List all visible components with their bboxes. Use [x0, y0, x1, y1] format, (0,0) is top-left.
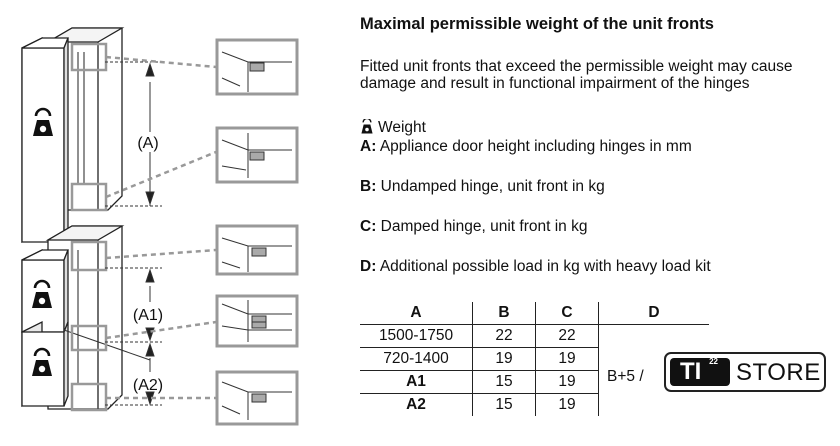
table-cell: A1 — [360, 371, 473, 394]
detail-box-5 — [217, 372, 297, 424]
table-cell: 22 — [536, 325, 599, 348]
table-cell — [599, 325, 710, 348]
weight-label: Weight — [378, 119, 426, 136]
store-word: STORE — [736, 359, 821, 386]
appliance-diagram — [0, 0, 350, 446]
header-d: D — [599, 302, 710, 325]
intro-text: Fitted unit fronts that exceed the permissible weight may cause damage and result in functional impairment of the hinges — [360, 58, 793, 92]
label-a2: (A2) — [132, 377, 164, 394]
ti-badge-sup: 22 — [709, 357, 718, 366]
table-row — [360, 371, 709, 394]
table-cell: 720-1400 — [360, 348, 473, 371]
detail-box-4 — [217, 296, 297, 346]
legend-d-text: Additional possible load in kg with heavy load kit — [379, 258, 711, 275]
header-a: A — [360, 302, 473, 325]
legend-b — [360, 178, 605, 196]
table-cell: 22 — [473, 325, 536, 348]
legend-c-text: Damped hinge, unit front in kg — [380, 218, 588, 235]
table-cell: 19 — [536, 394, 599, 417]
table-cell: 19 — [536, 348, 599, 371]
table-cell: A2 — [406, 396, 426, 413]
legend-b-key: B: — [360, 178, 377, 195]
legend-d-key: D: — [360, 258, 377, 275]
legend-a-text: Appliance door height including hinges in mm — [379, 138, 692, 155]
table-row — [360, 325, 709, 348]
upper-door-panel — [22, 38, 68, 242]
d-value: B+5 / — [607, 368, 644, 385]
table-cell: 15 — [473, 394, 536, 417]
page-title: Maximal permissible weight of the unit fronts — [360, 15, 714, 33]
legend-a-key: A: — [360, 138, 377, 155]
table-cell: 1500-1750 — [360, 325, 473, 348]
legend-b-text: Undamped hinge, unit front in kg — [380, 178, 605, 195]
table-row — [360, 394, 709, 417]
detail-box-1 — [217, 40, 297, 94]
legend-a — [360, 138, 692, 156]
table-row — [360, 348, 709, 371]
legend-c-key: C: — [360, 218, 377, 235]
legend-weight — [360, 119, 426, 137]
lower-door-top — [22, 250, 68, 332]
header-b: B — [473, 302, 536, 325]
table-cell — [599, 394, 710, 417]
weight-table — [360, 302, 709, 416]
header-c: C — [536, 302, 599, 325]
ti-badge — [670, 358, 730, 386]
ti-badge-text: TI — [680, 358, 702, 385]
weight-icon — [360, 119, 374, 134]
detail-box-2 — [217, 128, 297, 182]
label-a1: (A1) — [132, 307, 164, 324]
table-header-row — [360, 302, 709, 325]
table-cell: 19 — [473, 348, 536, 371]
legend-d — [360, 258, 711, 276]
table-cell: 19 — [536, 371, 599, 394]
detail-box-3 — [217, 226, 297, 274]
label-a: (A) — [137, 135, 159, 152]
legend-c — [360, 218, 587, 236]
table-cell: 15 — [473, 371, 536, 394]
ti-store-logo — [664, 352, 826, 392]
